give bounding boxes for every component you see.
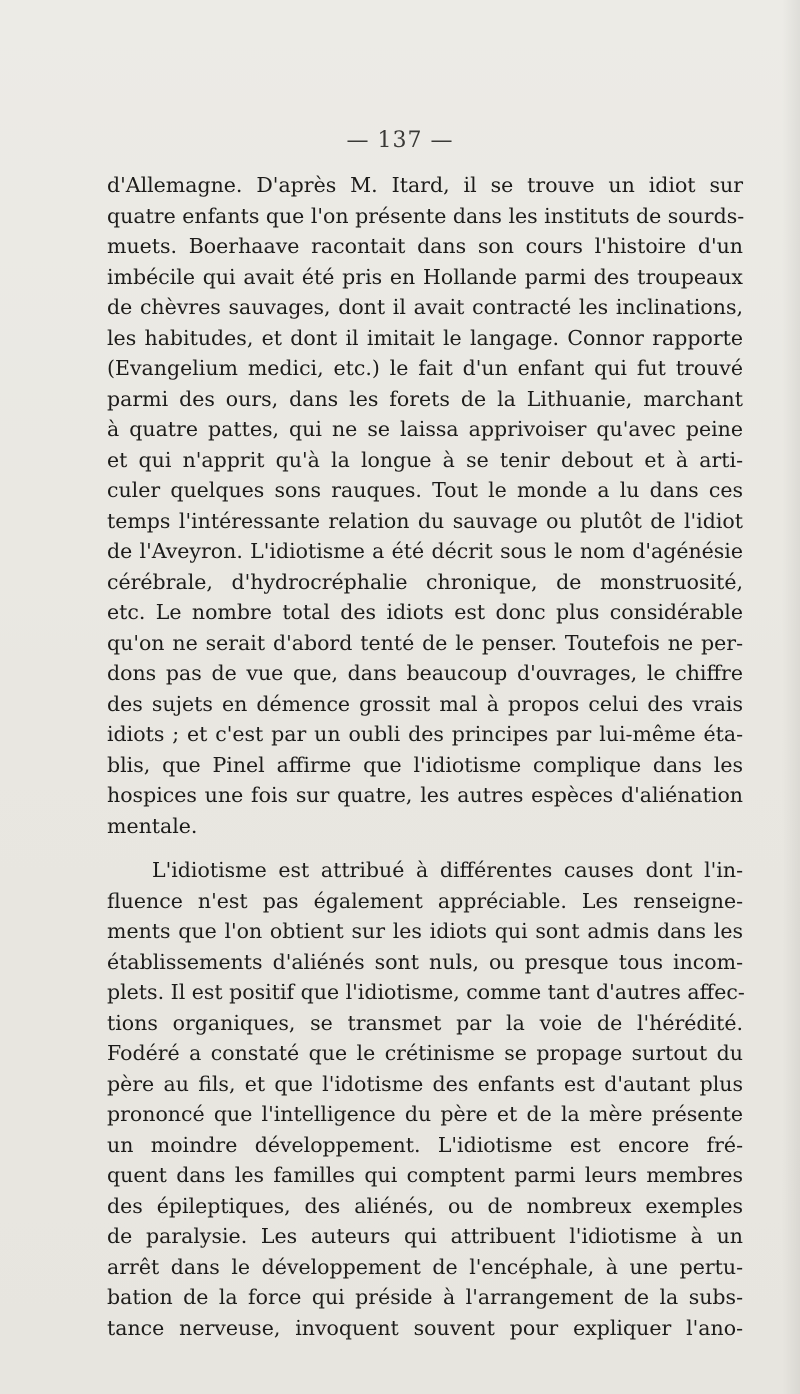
- text-line: bation de la force qui préside à l'arrangement de la subs-: [107, 1285, 743, 1309]
- text-line: de chèvres sauvages, dont il avait contracté les inclinations,: [107, 295, 743, 319]
- paragraph-2: [107, 855, 743, 1343]
- text-line: idiots ; et c'est par un oubli des principes par lui-même éta-: [107, 722, 743, 746]
- text-line: un moindre développement. L'idiotisme est encore fré-: [107, 1132, 743, 1157]
- text-line: les habitudes, et dont il imitait le langage. Connor rapporte: [107, 325, 743, 350]
- text-line: L'idiotisme est attribué à différentes causes dont l'in-: [152, 858, 743, 882]
- text-line: ments que l'on obtient sur les idiots qui sont admis dans les: [107, 919, 743, 943]
- text-line: fluence n'est pas également appréciable. Les renseigne-: [107, 888, 743, 913]
- text-line: d'Allemagne. D'après M. Itard, il se trouve un idiot sur: [107, 173, 743, 197]
- text-line: quent dans les familles qui comptent parmi leurs membres: [107, 1163, 743, 1187]
- text-line: des sujets en démence grossit mal à propos celui des vrais: [107, 691, 743, 716]
- text-line: établissements d'aliénés sont nuls, ou presque tous incom-: [107, 949, 743, 974]
- text-line: tions organiques, se transmet par la voie de l'hérédité.: [107, 1010, 743, 1035]
- text-line: muets. Boerhaave racontait dans son cours l'histoire d'un: [107, 234, 743, 258]
- text-line: imbécile qui avait été pris en Hollande parmi des troupeaux: [107, 264, 743, 289]
- text-line: de paralysie. Les auteurs qui attribuent l'idiotisme à un: [107, 1224, 743, 1248]
- text-line: blis, que Pinel affirme que l'idiotisme complique dans les: [107, 752, 743, 777]
- text-line: parmi des ours, dans les forets de la Lithuanie, marchant: [107, 386, 743, 411]
- text-line: dons pas de vue que, dans beaucoup d'ouvrages, le chiffre: [107, 661, 743, 685]
- text-line: père au fils, et que l'idotisme des enfants est d'autant plus: [107, 1071, 743, 1096]
- text-line: des épileptiques, des aliénés, ou de nombreux exemples: [107, 1193, 743, 1218]
- text-line: culer quelques sons rauques. Tout le monde a lu dans ces: [107, 478, 743, 502]
- text-line: quatre enfants que l'on présente dans les instituts de sourds-: [107, 203, 745, 228]
- paragraph-1: [107, 170, 743, 841]
- text-line: et qui n'apprit qu'à la longue à se tenir debout et à arti-: [107, 447, 743, 472]
- text-line: mentale.: [107, 813, 198, 838]
- scan-edge-shadow: [782, 0, 800, 1394]
- text-line: Fodéré a constaté que le crétinisme se propage surtout du: [107, 1041, 743, 1065]
- body-text: [107, 170, 743, 1343]
- text-line: qu'on ne serait d'abord tenté de le penser. Toutefois ne per-: [107, 630, 743, 655]
- text-line: (Evangelium medici, etc.) le fait d'un enfant qui fut trouvé: [107, 356, 743, 380]
- text-line: prononcé que l'intelligence du père et de la mère présente: [107, 1102, 743, 1126]
- text-line: plets. Il est positif que l'idiotisme, comme tant d'autres affec-: [107, 980, 745, 1004]
- text-line: tance nerveuse, invoquent souvent pour expliquer l'ano-: [107, 1315, 743, 1340]
- text-line: cérébrale, d'hydrocréphalie chronique, de monstruosité,: [107, 569, 743, 594]
- text-line: arrêt dans le développement de l'encéphale, à une pertu-: [107, 1254, 743, 1279]
- paragraph-gap: [107, 841, 743, 855]
- text-line: hospices une fois sur quatre, les autres espèces d'aliénation: [107, 783, 743, 807]
- text-line: etc. Le nombre total des idiots est donc plus considérable: [107, 600, 743, 624]
- text-line: de l'Aveyron. L'idiotisme a été décrit sous le nom d'agénésie: [107, 539, 743, 563]
- text-line: temps l'intéressante relation du sauvage ou plutôt de l'idiot: [107, 508, 743, 533]
- page-number: — 137 —: [346, 128, 454, 153]
- text-line: à quatre pattes, qui ne se laissa apprivoiser qu'avec peine: [107, 417, 743, 441]
